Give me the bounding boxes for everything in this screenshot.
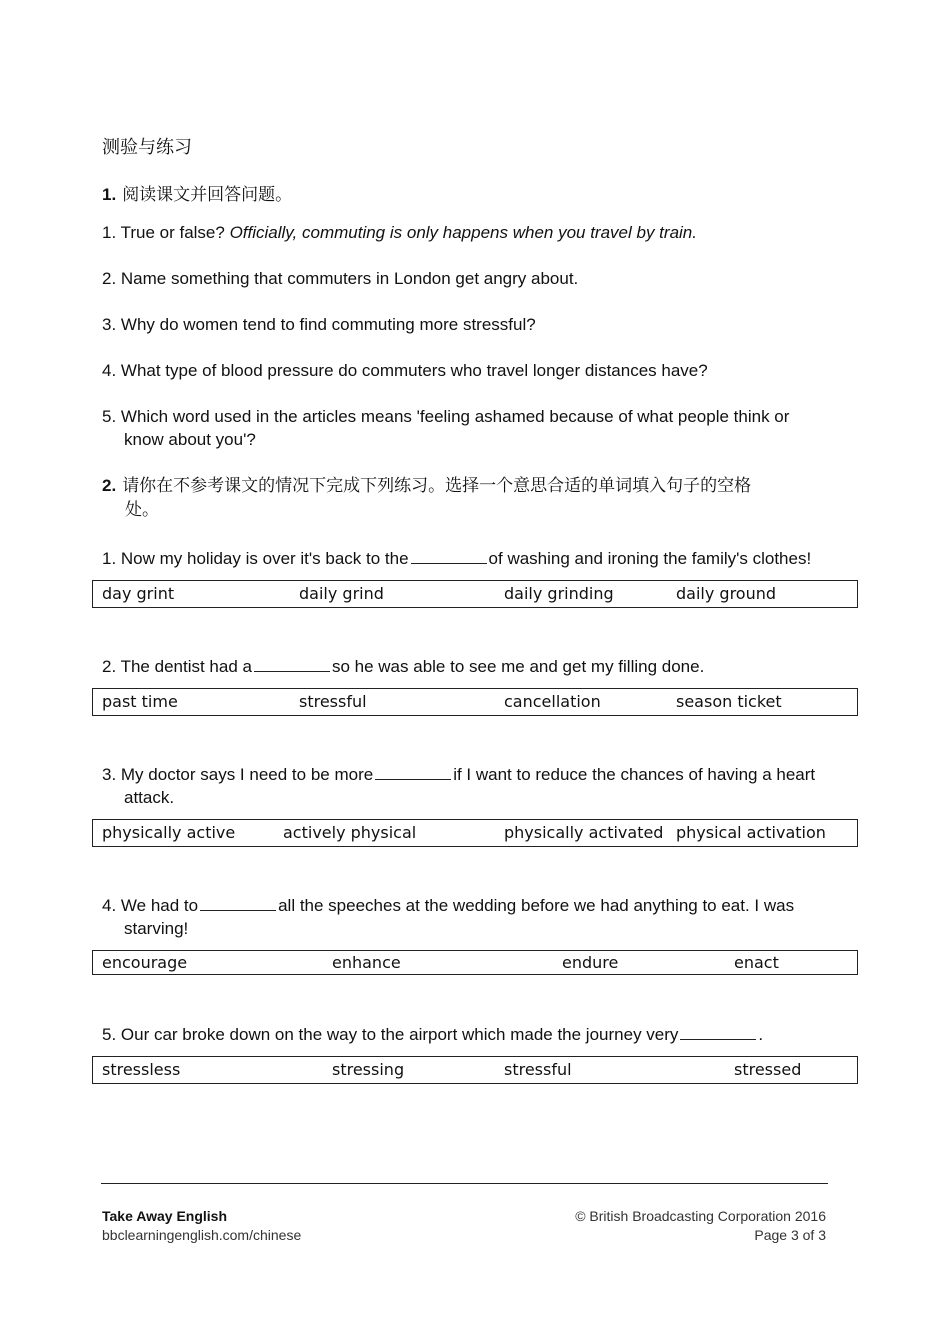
page-title: 测验与练习 <box>102 137 192 158</box>
exercise-3-option-c[interactable]: physically activated <box>504 823 664 842</box>
question-4-text: 4. What type of blood pressure do commuters who travel longer distances have? <box>102 361 708 380</box>
exercise-2-option-d[interactable]: season ticket <box>676 692 782 711</box>
footer-left <box>102 1207 301 1245</box>
exercise-3-before: 3. My doctor says I need to be more <box>102 765 374 784</box>
exercise-4-option-d[interactable]: enact <box>734 953 779 972</box>
section-2-title-line-2: 处。 <box>125 500 159 520</box>
exercise-3-option-b[interactable]: actively physical <box>283 823 417 842</box>
question-3-text: 3. Why do women tend to find commuting more stressful? <box>102 315 536 334</box>
exercise-4-option-c[interactable]: endure <box>562 953 619 972</box>
exercise-4-before: 4. We had to <box>102 896 199 915</box>
exercise-5-sentence <box>102 1023 862 1046</box>
exercise-3-blank[interactable] <box>375 765 451 780</box>
question-5 <box>102 405 862 451</box>
exercise-2-blank[interactable] <box>254 657 330 672</box>
footer-url[interactable]: bbclearningenglish.com/chinese <box>102 1227 302 1243</box>
exercise-5-option-a[interactable]: stressless <box>102 1060 181 1079</box>
exercise-2-after: so he was able to see me and get my filling done. <box>331 657 705 676</box>
exercise-1-option-b[interactable]: daily grind <box>299 584 384 603</box>
section-1-title: 阅读课文并回答问题。 <box>122 185 293 205</box>
footer-page-number: Page 3 of 3 <box>754 1227 826 1243</box>
exercise-3-option-d[interactable]: physical activation <box>676 823 826 842</box>
exercise-1-option-d[interactable]: daily ground <box>676 584 777 603</box>
question-1-prefix: 1. True or false? <box>102 223 230 242</box>
section-1-heading <box>102 183 292 207</box>
exercise-3-option-a[interactable]: physically active <box>102 823 236 842</box>
question-4 <box>102 359 862 382</box>
question-1 <box>102 221 862 244</box>
question-5-line-2: know about you'? <box>124 430 256 449</box>
exercise-4-sentence <box>102 894 862 940</box>
exercise-4-option-b[interactable]: enhance <box>332 953 401 972</box>
exercise-5-before: 5. Our car broke down on the way to the airport which made the journey very <box>102 1025 679 1044</box>
exercise-2-option-c[interactable]: cancellation <box>504 692 601 711</box>
footer-copyright: © British Broadcasting Corporation 2016 <box>575 1208 826 1224</box>
exercise-5-after: . <box>758 1025 764 1044</box>
question-2 <box>102 267 862 290</box>
section-1-number: 1. <box>102 185 117 204</box>
section-2-number: 2. <box>102 476 117 495</box>
exercise-4-option-a[interactable]: encourage <box>102 953 188 972</box>
exercise-4-after: all the speeches at the wedding before we had anything to eat. I was <box>278 896 795 915</box>
exercise-2-option-b[interactable]: stressful <box>299 692 367 711</box>
exercise-1-sentence <box>102 547 862 570</box>
exercise-1-option-c[interactable]: daily grinding <box>504 584 614 603</box>
exercise-4-blank[interactable] <box>200 896 276 911</box>
exercise-3-after: if I want to reduce the chances of having a heart <box>453 765 816 784</box>
exercise-2-before: 2. The dentist had a <box>102 657 252 676</box>
exercise-5-option-d[interactable]: stressed <box>734 1060 802 1079</box>
exercise-1-option-a[interactable]: day grint <box>102 584 175 603</box>
exercise-5-blank[interactable] <box>680 1025 756 1040</box>
exercise-5-option-b[interactable]: stressing <box>332 1060 405 1079</box>
exercise-2-options <box>92 688 858 716</box>
exercise-3-continuation: attack. <box>124 788 175 807</box>
exercise-1-before: 1. Now my holiday is over it's back to the <box>102 549 409 568</box>
footer-right <box>575 1207 826 1245</box>
exercise-4-continuation: starving! <box>124 919 189 938</box>
exercise-2-option-a[interactable]: past time <box>102 692 178 711</box>
section-2-heading <box>102 474 751 522</box>
exercise-5-option-c[interactable]: stressful <box>504 1060 572 1079</box>
footer-divider <box>101 1183 828 1184</box>
exercise-4-options <box>92 950 858 975</box>
footer-title: Take Away English <box>102 1208 228 1224</box>
exercise-3-sentence <box>102 763 862 809</box>
question-3 <box>102 313 862 336</box>
exercise-3-options <box>92 819 858 847</box>
exercise-1-options <box>92 580 858 608</box>
section-2-title-line-1: 请你在不参考课文的情况下完成下列练习。选择一个意思合适的单词填入句子的空格 <box>122 476 752 496</box>
question-2-text: 2. Name something that commuters in London get angry about. <box>102 269 579 288</box>
exercise-5-options <box>92 1056 858 1084</box>
question-1-statement: Officially, commuting is only happens when you travel by train. <box>229 223 697 242</box>
exercise-2-sentence <box>102 655 862 678</box>
exercise-1-after: of washing and ironing the family's clothes! <box>488 549 812 568</box>
question-5-line-1: 5. Which word used in the articles means 'feeling ashamed because of what people think or <box>102 407 790 426</box>
exercise-1-blank[interactable] <box>411 549 487 564</box>
